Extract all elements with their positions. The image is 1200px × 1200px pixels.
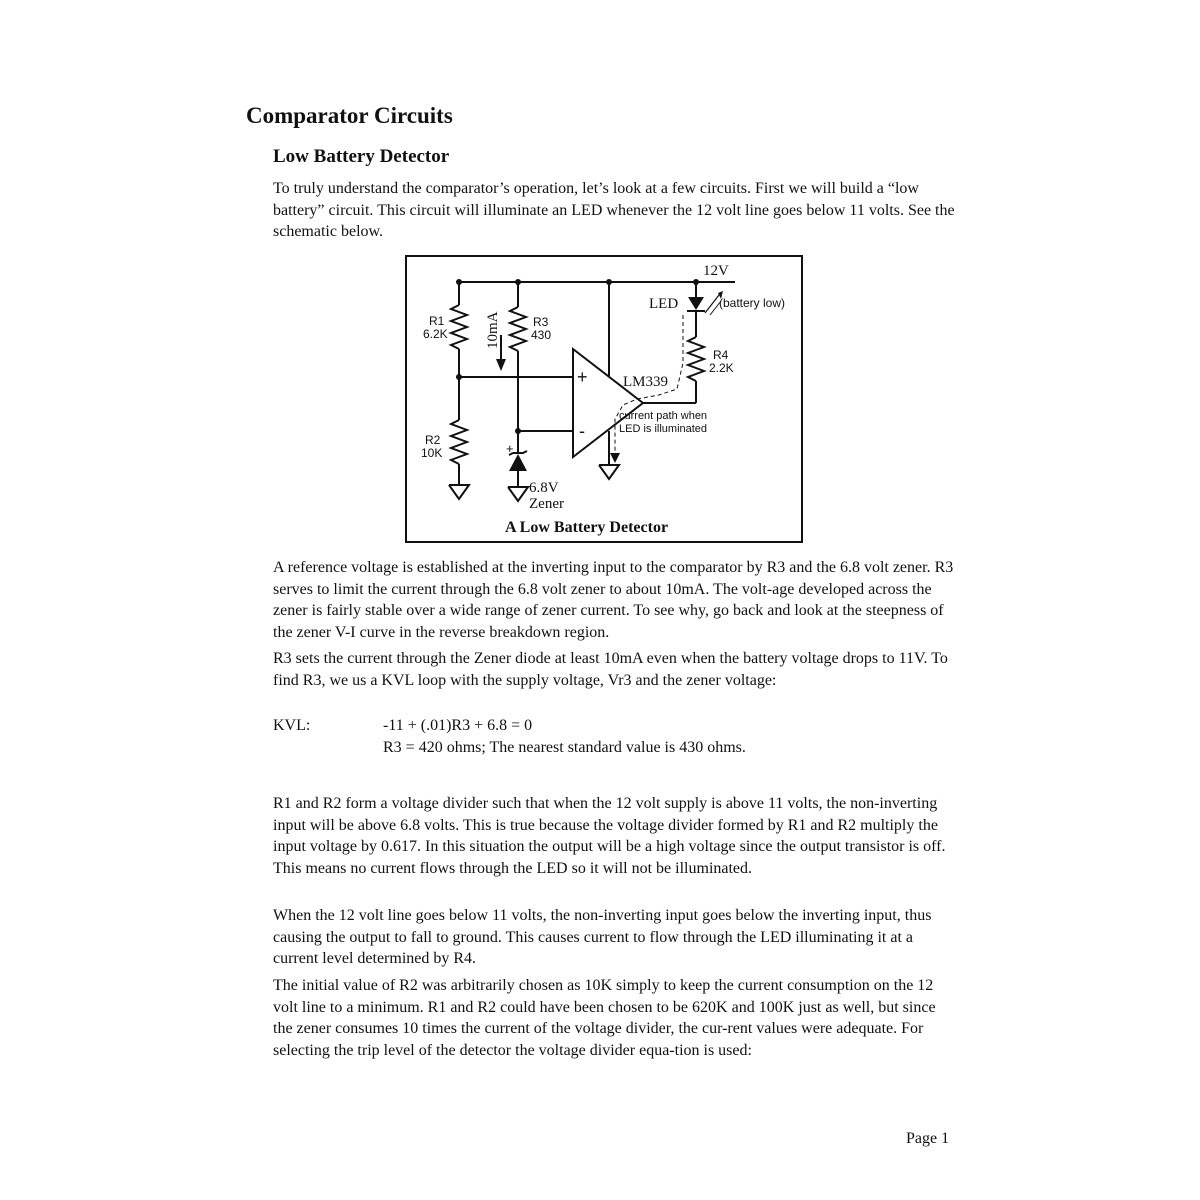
page-title: Comparator Circuits (246, 103, 453, 128)
minus-input-label: - (579, 421, 585, 441)
zener-diode (509, 454, 527, 471)
paragraph-voltage-divider: R1 and R2 form a voltage divider such that when the 12 volt supply is above 11 volts, the non-inverting input will be above 6.8 volts. This is true because the voltage divider formed by R1 and R2 multiply the input voltage by 0.617. In this situation the output will be a high voltage since the output transistor is off. This means no current flows through the LED so it will not be illuminated. (273, 795, 946, 877)
path-note-line2: LED is illuminated (619, 423, 708, 435)
resistor-r3 (510, 307, 526, 351)
kvl-equation: -11 + (.01)R3 + 6.8 = 0 (383, 717, 533, 734)
current-label: 10mA (485, 311, 501, 349)
path-note-line1: current path when (619, 410, 708, 422)
r1-value: 6.2K (423, 327, 448, 341)
schematic-caption: A Low Battery Detector (505, 519, 669, 536)
low-battery-schematic (405, 255, 803, 543)
section-title: Low Battery Detector (273, 146, 450, 167)
current-arrow (496, 359, 506, 371)
kvl-result: R3 = 420 ohms; The nearest standard value is 430 ohms. (383, 739, 746, 756)
r4-value: 2.2K (709, 361, 734, 375)
ground-symbol (508, 487, 528, 501)
supply-label: 12V (703, 263, 729, 279)
led-note: (battery low) (719, 296, 786, 310)
zener-plus: + (506, 441, 514, 456)
paragraph-reference-voltage: A reference voltage is established at the inverting input to the comparator by R3 and the 6.8 volt zener. R3 serves to limit the current through the 6.8 volt zener to about 10mA. The volt-age developed across the zener is fairly stable over a wide range of zener current. To see why, go back and look at the steepness of the zener V-I curve in the reverse breakdown region. (273, 559, 954, 641)
led-label: LED (649, 296, 679, 312)
paragraph-low-voltage: When the 12 volt line goes below 11 volts, the non-inverting input goes below the inverting input, thus causing the output to fall to ground. This causes current to flow through the LED illuminating it at a current level determined by R4. (273, 907, 932, 967)
paragraph-r2-selection: The initial value of R2 was arbitrarily chosen as 10K simply to keep the current consumption on the 12 volt line to a minimum. R1 and R2 could have been chosen to be 620K and 100K just as well, but since the zener consumes 10 times the current of the voltage divider, the cur-rent values were adequate. For selecting the trip level of the detector the voltage divider equa-tion is used: (273, 977, 936, 1059)
kvl-label: KVL: (273, 717, 311, 734)
zener-name: Zener (529, 496, 564, 512)
plus-input-label: + (577, 367, 588, 387)
paragraph-r3-current: R3 sets the current through the Zener diode at least 10mA even when the battery voltage drops to 11V. To find R3, we us a KVL loop with the supply voltage, Vr3 and the zener voltage: (273, 650, 948, 689)
intro-paragraph: To truly understand the comparator’s operation, let’s look at a few circuits. First we will build a “low battery” circuit. This circuit will illuminate an LED whenever the 12 volt line goes below 11 volts. See the schematic below. (273, 180, 955, 240)
current-path-arrow (610, 453, 620, 463)
resistor-r2 (451, 420, 467, 464)
led-diode (688, 297, 704, 310)
r3-label: R3 (533, 315, 549, 329)
r4-label: R4 (713, 348, 729, 362)
page-number: Page 1 (906, 1130, 950, 1147)
resistor-r4 (688, 337, 704, 381)
r2-label: R2 (425, 433, 441, 447)
zener-voltage: 6.8V (529, 480, 559, 496)
ground-symbol (599, 465, 619, 479)
resistor-r1 (451, 305, 467, 349)
r2-value: 10K (421, 446, 443, 460)
comparator-label: LM339 (623, 374, 668, 390)
ground-symbol (449, 485, 469, 499)
r1-label: R1 (429, 314, 445, 328)
r3-value: 430 (531, 328, 552, 342)
